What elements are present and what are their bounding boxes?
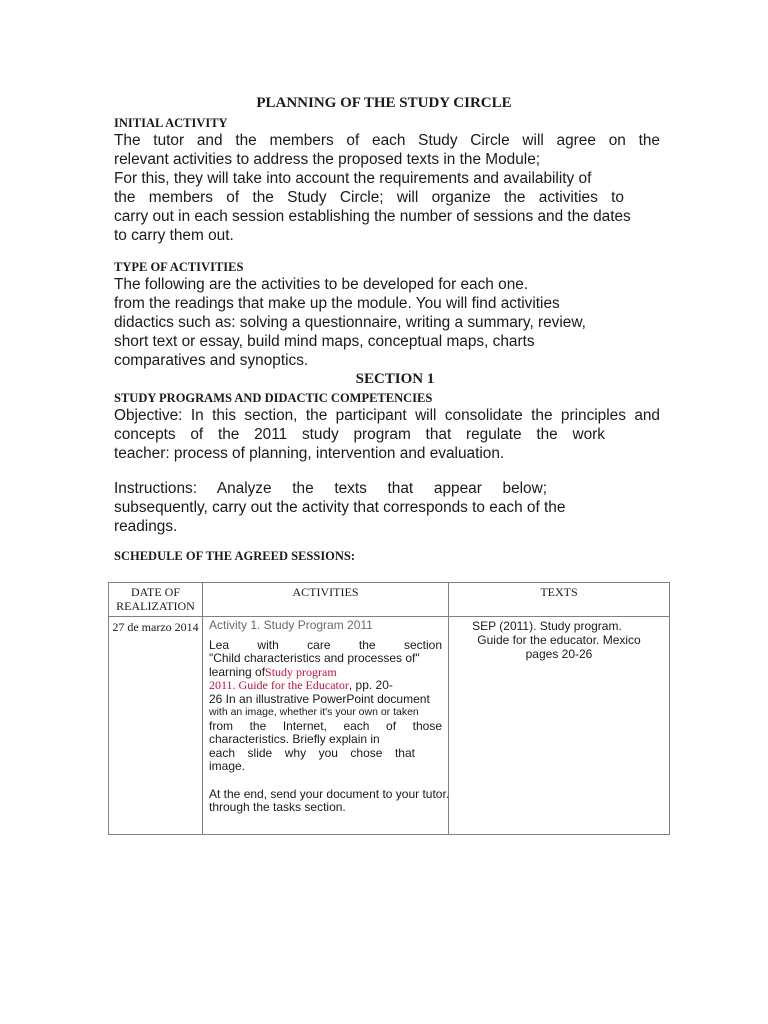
activity-line: with an image, whether it's your own or taken — [209, 706, 419, 718]
paragraph-line: didactics such as: solving a questionnaire, writing a summary, review, — [114, 314, 586, 331]
activity-line: through the tasks section. — [209, 800, 346, 814]
paragraph-line: Instructions: Analyze the texts that appear below; — [114, 480, 547, 497]
column-header-activities: ACTIVITIES — [203, 583, 449, 617]
activity-line: At the end, send your document to your tutor. — [209, 786, 450, 801]
reference-link: Study program — [265, 664, 337, 679]
texts-cell — [449, 617, 670, 835]
column-header-date: DATE OF REALIZATION — [109, 583, 203, 617]
activity-line: from the Internet, each of those — [209, 718, 442, 733]
activity-line: 26 In an illustrative PowerPoint document — [209, 691, 430, 706]
activity-text: learning of — [209, 664, 266, 679]
table-header-row — [109, 583, 670, 617]
paragraph-line: readings. — [114, 518, 178, 535]
paragraph-line: subsequently, carry out the activity that corresponds to each of the — [114, 499, 566, 516]
texts-line: SEP (2011). Study program. — [472, 619, 622, 633]
activity-line: "Child characteristics and processes of" — [209, 651, 420, 665]
activity-line — [209, 666, 442, 680]
texts-line: Guide for the educator. Mexico — [477, 633, 641, 647]
paragraph-line: short text or essay, build mind maps, conceptual maps, charts — [114, 333, 535, 350]
schedule-table — [108, 582, 670, 835]
activity-cell — [203, 617, 449, 835]
paragraph-line: The following are the activities to be developed for each one. — [114, 276, 529, 293]
section-title: SECTION 1 — [355, 371, 435, 387]
paragraph-line: teacher: process of planning, intervention and evaluation. — [114, 445, 505, 462]
paragraph-line: relevant activities to address the proposed texts in the Module; — [114, 151, 541, 168]
objective-paragraph — [114, 406, 660, 463]
schedule-heading: SCHEDULE OF THE AGREED SESSIONS: — [114, 549, 356, 563]
activity-line — [209, 679, 442, 693]
activity-line: characteristics. Briefly explain in — [209, 732, 380, 746]
activity-line: image. — [209, 759, 246, 773]
column-header-texts: TEXTS — [449, 583, 670, 617]
table-row — [109, 617, 670, 835]
activity-title: Activity 1. Study Program 2011 — [209, 618, 373, 632]
section-subheading: STUDY PROGRAMS AND DIDACTIC COMPETENCIES — [114, 391, 433, 405]
paragraph-line: the members of the Study Circle; will organize the activities to — [114, 189, 624, 206]
session-date: 27 de marzo 2014 — [109, 617, 203, 835]
activity-line: each slide why you chose that — [209, 745, 415, 760]
reference-link: 2011. Guide for the Educator — [209, 678, 349, 692]
initial-activity-paragraph — [114, 131, 660, 245]
paragraph-line: from the readings that make up the module. You will find activities — [114, 295, 560, 312]
spacer — [209, 774, 442, 788]
paragraph-line: concepts of the 2011 study program that regulate the work — [114, 426, 605, 443]
paragraph-line: comparatives and synoptics. — [114, 352, 309, 369]
texts-line: pages 20-26 — [525, 647, 593, 661]
initial-activity-heading: INITIAL ACTIVITY — [114, 116, 228, 130]
type-of-activities-heading: TYPE OF ACTIVITIES — [114, 260, 244, 274]
activity-text: , pp. 20- — [348, 678, 393, 692]
paragraph-line: For this, they will take into account the requirements and availability of — [114, 170, 592, 187]
paragraph-line: to carry them out. — [114, 227, 234, 244]
activity-line: Lea with care the section — [209, 637, 442, 652]
type-of-activities-paragraph — [114, 275, 660, 370]
instructions-paragraph — [114, 479, 660, 536]
paragraph-line: carry out in each session establishing the number of sessions and the dates — [114, 208, 631, 225]
paragraph-line: Objective: In this section, the participant will consolidate the principles and — [114, 407, 660, 424]
paragraph-line: The tutor and the members of each Study Circle will agree on the — [114, 132, 660, 149]
page-title: PLANNING OF THE STUDY CIRCLE — [256, 95, 512, 111]
